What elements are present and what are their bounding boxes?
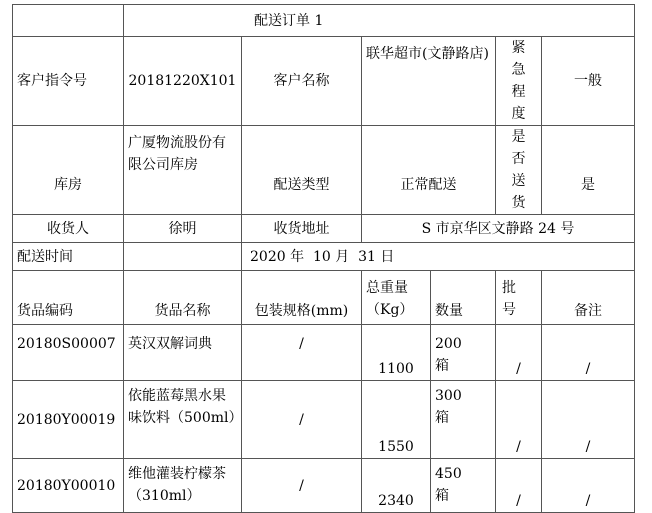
item-name: 依能蓝莓黑水果味饮料（500ml） bbox=[124, 381, 242, 459]
delivery-flag-label: 是否送货 bbox=[496, 126, 542, 215]
header-batch: 批号 bbox=[496, 271, 542, 325]
header-weight: 总重量（Kg） bbox=[362, 271, 431, 325]
item-spec: / bbox=[242, 459, 362, 513]
customer-name-value: 联华超市(文静路店) bbox=[362, 37, 496, 126]
warehouse-row bbox=[13, 126, 635, 215]
item-code: 20180Y00010 bbox=[13, 459, 124, 513]
blank-cell bbox=[124, 243, 242, 271]
address-value: S 市京华区文静路 24 号 bbox=[362, 215, 635, 243]
warehouse-label: 库房 bbox=[13, 126, 124, 215]
item-batch: / bbox=[496, 459, 542, 513]
table-row bbox=[13, 459, 635, 513]
item-code: 20180Y00019 bbox=[13, 381, 124, 459]
receiver-row bbox=[13, 215, 635, 243]
delivery-flag-value: 是 bbox=[542, 126, 635, 215]
item-qty: 450箱 bbox=[431, 459, 496, 513]
item-note: / bbox=[542, 459, 635, 513]
item-note: / bbox=[542, 381, 635, 459]
item-name: 英汉双解词典 bbox=[124, 325, 242, 381]
item-code: 20180S00007 bbox=[13, 325, 124, 381]
table-row bbox=[13, 381, 635, 459]
table-row bbox=[13, 325, 635, 381]
header-qty: 数量 bbox=[431, 271, 496, 325]
delivery-time-row bbox=[13, 243, 635, 271]
delivery-time-label: 配送时间 bbox=[13, 243, 124, 271]
header-code: 货品编码 bbox=[13, 271, 124, 325]
title-row bbox=[13, 5, 635, 37]
header-note: 备注 bbox=[542, 271, 635, 325]
item-name: 维他灌装柠檬茶（310ml） bbox=[124, 459, 242, 513]
blank-cell bbox=[13, 5, 124, 37]
item-batch: / bbox=[496, 381, 542, 459]
customer-id-label: 客户指令号 bbox=[13, 37, 124, 126]
delivery-type-value: 正常配送 bbox=[362, 126, 496, 215]
customer-id-value: 20181220X101 bbox=[124, 37, 242, 126]
items-header-row bbox=[13, 271, 635, 325]
item-spec: / bbox=[242, 381, 362, 459]
urgency-value: 一般 bbox=[542, 37, 635, 126]
receiver-value: 徐明 bbox=[124, 215, 242, 243]
urgency-label: 紧急程度 bbox=[496, 37, 542, 126]
delivery-order-table bbox=[12, 4, 635, 513]
receiver-label: 收货人 bbox=[13, 215, 124, 243]
item-weight: 1550 bbox=[362, 381, 431, 459]
customer-row bbox=[13, 37, 635, 126]
item-qty: 300箱 bbox=[431, 381, 496, 459]
item-spec: / bbox=[242, 325, 362, 381]
delivery-type-label: 配送类型 bbox=[242, 126, 362, 215]
header-spec: 包装规格(mm) bbox=[242, 271, 362, 325]
item-weight: 2340 bbox=[362, 459, 431, 513]
item-weight: 1100 bbox=[362, 325, 431, 381]
item-note: / bbox=[542, 325, 635, 381]
header-name: 货品名称 bbox=[124, 271, 242, 325]
customer-name-label: 客户名称 bbox=[242, 37, 362, 126]
delivery-time-value: 2020 年 10 月 31 日 bbox=[242, 243, 635, 271]
warehouse-value: 广厦物流股份有限公司库房 bbox=[124, 126, 242, 215]
order-title: 配送订单 1 bbox=[124, 5, 635, 37]
address-label: 收货地址 bbox=[242, 215, 362, 243]
item-qty: 200箱 bbox=[431, 325, 496, 381]
item-batch: / bbox=[496, 325, 542, 381]
